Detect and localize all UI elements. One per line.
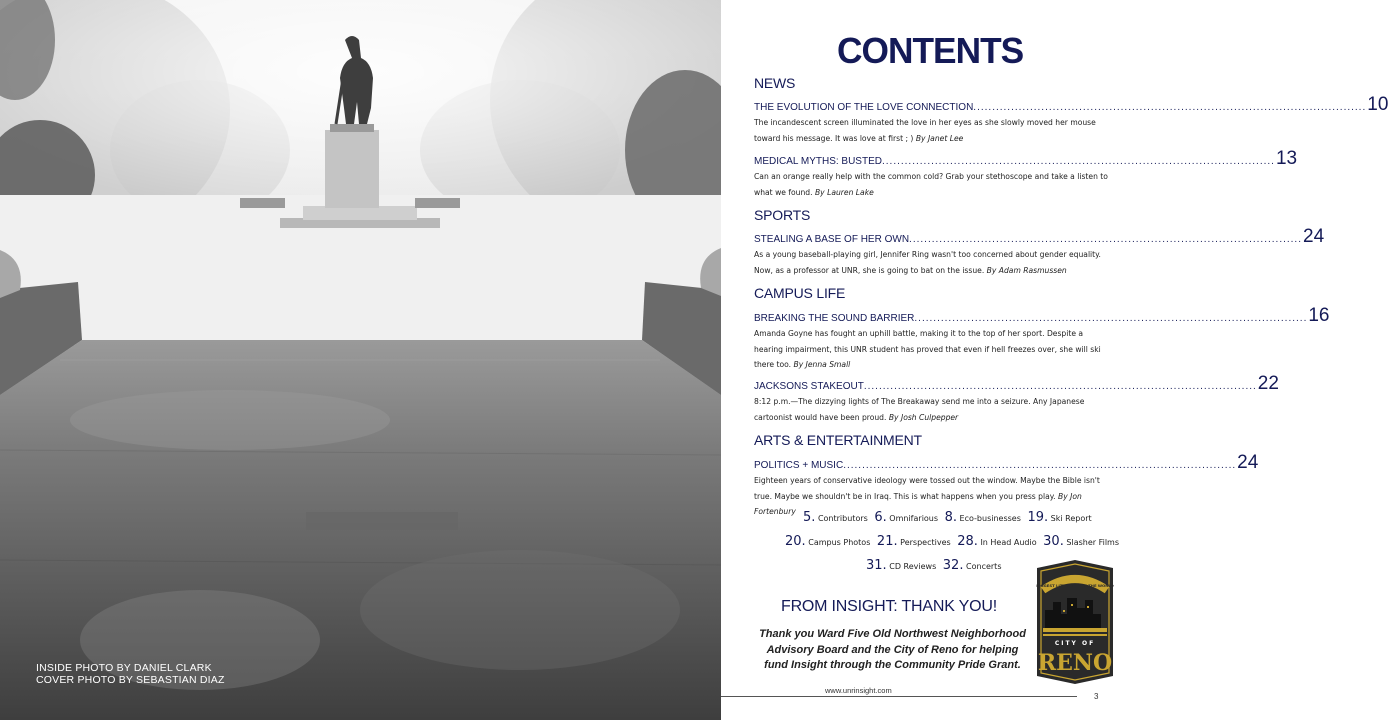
entry-byline: By Jenna Small xyxy=(793,360,851,369)
section-heading-campus-life: CAMPUS LIFE xyxy=(754,285,846,301)
thanks-heading: FROM INSIGHT: THANK YOU! xyxy=(781,598,997,615)
toc-entry[interactable] xyxy=(754,94,1388,146)
department-item[interactable]: 8. Eco-businesses xyxy=(944,510,1021,525)
entry-page-number: 22 xyxy=(1257,373,1279,394)
toc-entry[interactable] xyxy=(754,226,1325,278)
page-title: CONTENTS xyxy=(837,30,1024,71)
section-heading-sports: SPORTS xyxy=(754,207,811,223)
department-item[interactable]: 28. In Head Audio xyxy=(957,534,1037,549)
entry-page-number: 13 xyxy=(1275,148,1298,169)
entry-title: MEDICAL MYTHS: BUSTED xyxy=(754,156,882,167)
entry-description: Amanda Goyne has fought an uphill battle, making it to the top of her sport. Despite a hearing impairment, this UNR student has proved that even if hell freezes over, she will ski there too. By Jenna Small xyxy=(754,329,1101,369)
entry-description: The incandescent screen illuminated the love in her eyes as she slowly moved her mouse toward his message. It was love at first ; ) By Janet Lee xyxy=(754,118,1096,143)
cover-photo-credit: COVER PHOTO BY SEBASTIAN DIAZ xyxy=(36,674,225,686)
entry-page-number: 24 xyxy=(1303,226,1325,247)
entry-byline: By Adam Rasmussen xyxy=(986,265,1067,275)
toc-entry[interactable] xyxy=(754,148,1298,200)
entry-byline: By Janet Lee xyxy=(915,133,964,143)
footer-rule xyxy=(721,696,1077,697)
dot-leader: ........................................................................................................ xyxy=(973,102,1367,113)
entry-page-number: 10 xyxy=(1367,94,1388,115)
department-item[interactable]: 6. Omnifarious xyxy=(874,510,939,525)
inside-photo-credit: INSIDE PHOTO BY DANIEL CLARK xyxy=(36,662,212,674)
logo-reno-text: RENO xyxy=(1037,650,1113,676)
dot-leader: ........................................................................................................ xyxy=(909,234,1302,245)
dot-leader: ........................................................................................................ xyxy=(843,460,1237,471)
section-heading-arts-entertainment: ARTS & ENTERTAINMENT xyxy=(754,432,922,448)
logo-arc-text: BIGGEST LITTLE CITY IN THE WORLD xyxy=(1036,583,1114,588)
entry-byline: By Lauren Lake xyxy=(814,187,874,197)
department-item[interactable]: 21. Perspectives xyxy=(876,534,951,549)
entry-description: Eighteen years of conservative ideology were tossed out the window. Maybe the Bible isn't true. Maybe we shouldn't be in Iraq. This is what happens when you press play. By Jon Fortenbury xyxy=(754,476,1100,516)
entry-title: THE EVOLUTION OF THE LOVE CONNECTION xyxy=(754,102,974,113)
entry-description: As a young baseball-playing girl, Jennifer Ring wasn't too concerned about gender equality. Now, as a professor at UNR, she is going to bat on the issue. By Adam Rasmussen xyxy=(754,250,1101,275)
departments-row xyxy=(785,534,1123,549)
toc-entry[interactable] xyxy=(754,373,1279,425)
departments-row xyxy=(803,510,1096,525)
department-item[interactable]: 20. Campus Photos xyxy=(785,534,871,549)
entry-description: Can an orange really help with the common cold? Grab your stethoscope and take a listen to what we found. By Lauren Lake xyxy=(754,172,1108,197)
entry-title: JACKSONS STAKEOUT xyxy=(754,381,864,392)
photo-credits xyxy=(36,662,225,686)
entry-title: STEALING A BASE OF HER OWN xyxy=(754,234,910,245)
page-number: 3 xyxy=(1094,692,1099,701)
entry-byline: By Jon Fortenbury xyxy=(754,491,1082,516)
contents-page xyxy=(721,0,1388,720)
dot-leader: ........................................................................................................ xyxy=(863,381,1257,392)
departments-row xyxy=(866,558,1005,573)
city-of-reno-logo xyxy=(1035,558,1115,685)
department-item[interactable]: 32. Concerts xyxy=(942,558,1002,573)
department-item[interactable]: 5. Contributors xyxy=(803,510,868,525)
department-item[interactable]: 31. CD Reviews xyxy=(866,558,937,573)
dot-leader: ........................................................................................................ xyxy=(914,313,1308,324)
entry-title: POLITICS + MUSIC xyxy=(754,460,844,471)
footer-url[interactable]: www.unrinsight.com xyxy=(825,686,892,695)
department-item[interactable]: 19. Ski Report xyxy=(1027,510,1092,525)
entry-page-number: 24 xyxy=(1237,452,1259,473)
entry-description: 8:12 p.m.—The dizzying lights of The Breakaway send me into a seizure. Any Japanese cartoonist would have been proud. By Josh Culpepper xyxy=(754,397,1085,422)
toc-entry[interactable] xyxy=(754,305,1330,373)
department-item[interactable]: 30. Slasher Films xyxy=(1043,534,1120,549)
section-heading-news: NEWS xyxy=(754,75,796,91)
entry-title: BREAKING THE SOUND BARRIER xyxy=(754,313,915,324)
dot-leader: ........................................................................................................ xyxy=(881,156,1275,167)
entry-byline: By Josh Culpepper xyxy=(888,412,959,422)
logo-city-of-text: CITY OF xyxy=(1054,640,1096,647)
entry-page-number: 16 xyxy=(1308,305,1330,326)
thanks-message: Thank you Ward Five Old Northwest Neighborhood Advisory Board and the City of Reno for helping fund Insight through the Community Pride Grant. xyxy=(759,628,1026,671)
